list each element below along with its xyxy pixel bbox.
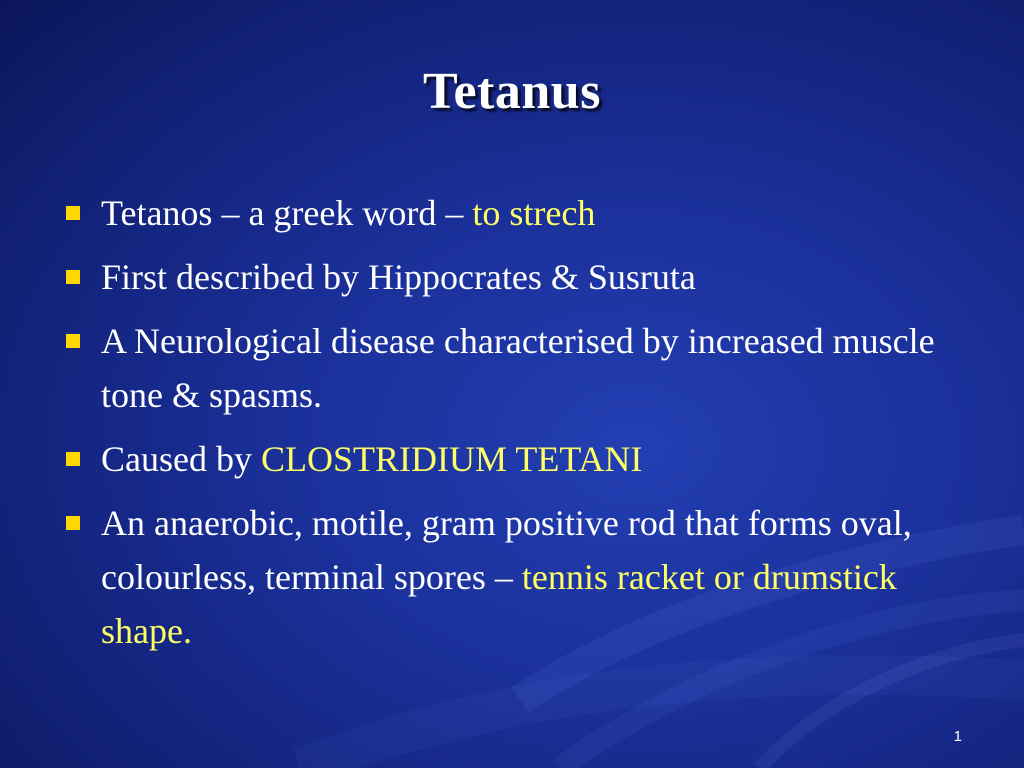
bullet-item (66, 496, 946, 658)
page-number: 1 (953, 728, 962, 745)
square-bullet-icon (66, 334, 80, 348)
bullet-text: An anaerobic, motile, gram positive rod that forms oval, colourless, terminal spores – (101, 503, 912, 597)
bullet-item (66, 432, 946, 486)
square-bullet-icon (66, 516, 80, 530)
square-bullet-icon (66, 206, 80, 220)
bullet-highlight-text: tennis racket or drumstick shape. (101, 557, 897, 651)
bullet-text: First described by Hippocrates & Susruta (101, 257, 696, 297)
square-bullet-icon (66, 452, 80, 466)
bullet-highlight-text: CLOSTRIDIUM TETANI (260, 439, 643, 479)
bullet-item (66, 314, 946, 422)
bullet-highlight-text: to strech (472, 193, 596, 233)
bullet-text: Caused by (101, 439, 261, 479)
bullet-item (66, 186, 946, 240)
square-bullet-icon (66, 270, 80, 284)
bullet-item (66, 250, 946, 304)
bullet-list (66, 186, 946, 668)
bullet-text: Tetanos – a greek word – (101, 193, 473, 233)
bullet-text: A Neurological disease characterised by increased muscle tone & spasms. (101, 321, 935, 415)
slide-title: Tetanus (423, 63, 601, 120)
